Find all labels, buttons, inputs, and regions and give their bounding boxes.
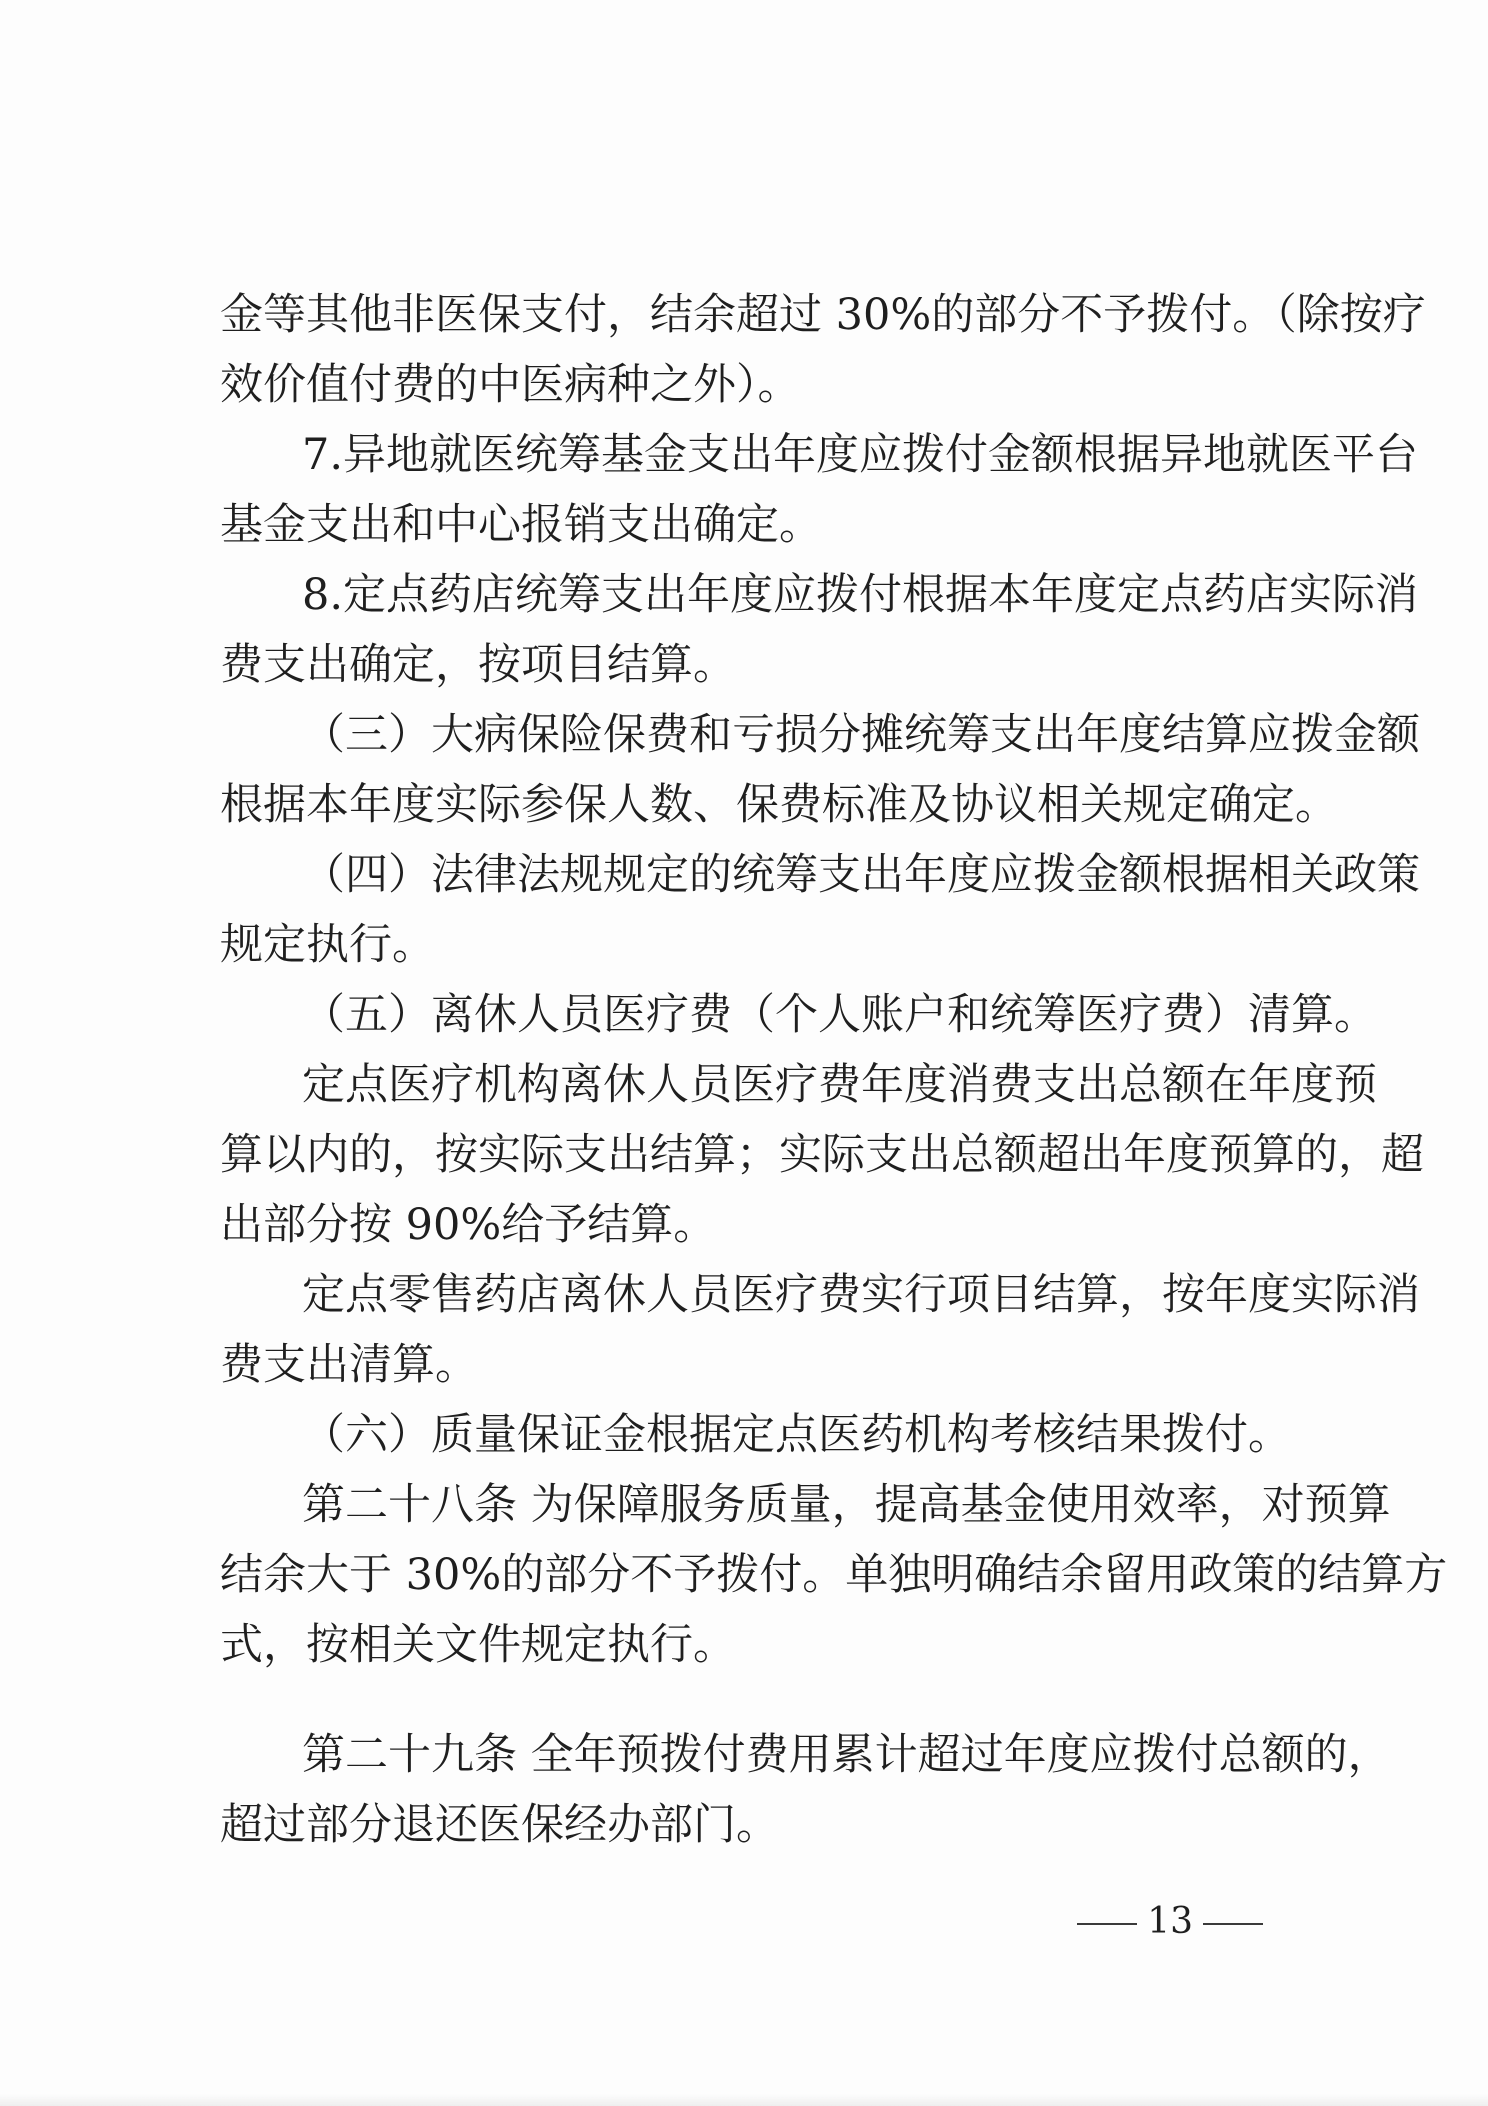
- text-line: （五）离休人员医疗费（个人账户和统筹医疗费）清算。: [302, 990, 1377, 1040]
- text-line: （六）质量保证金根据定点医药机构考核结果拨付。: [302, 1410, 1291, 1460]
- page-number-dash-left: [1077, 1923, 1137, 1925]
- text-line: 基金支出和中心报销支出确定。: [220, 500, 822, 550]
- text-line: 7.异地就医统筹基金支出年度应拨付金额根据异地就医平台: [302, 430, 1419, 480]
- text-line: 费支出清算。: [220, 1340, 478, 1390]
- text-line: 算以内的，按实际支出结算；实际支出总额超出年度预算的，超: [220, 1130, 1424, 1180]
- page-number: [1067, 1898, 1273, 1946]
- text-line: 式，按相关文件规定执行。: [220, 1620, 736, 1670]
- text-line: 第二十八条 为保障服务质量，提高基金使用效率，对预算: [302, 1480, 1391, 1530]
- text-line: 定点医疗机构离休人员医疗费年度消费支出总额在年度预: [302, 1060, 1377, 1110]
- text-line: 8.定点药店统筹支出年度应拨付根据本年度定点药店实际消: [302, 570, 1419, 620]
- page-number-dash-right: [1203, 1923, 1263, 1925]
- text-line: 金等其他非医保支付，结余超过 30%的部分不予拨付。（除按疗: [220, 290, 1426, 340]
- text-line: 费支出确定，按项目结算。: [220, 640, 736, 690]
- text-line: 结余大于 30%的部分不予拨付。单独明确结余留用政策的结算方: [220, 1550, 1448, 1600]
- text-line: 规定执行。: [220, 920, 435, 970]
- text-line: （四）法律法规规定的统筹支出年度应拨金额根据相关政策: [302, 850, 1420, 900]
- text-line: 出部分按 90%给予结算。: [220, 1200, 717, 1250]
- text-line: 超过部分退还医保经办部门。: [220, 1800, 779, 1850]
- text-line: 定点零售药店离休人员医疗费实行项目结算，按年度实际消: [302, 1270, 1420, 1320]
- text-line: 效价值付费的中医病种之外）。: [220, 360, 801, 410]
- text-line: 第二十九条 全年预拨付费用累计超过年度应拨付总额的，: [302, 1730, 1391, 1780]
- text-line: 根据本年度实际参保人数、保费标准及协议相关规定确定。: [220, 780, 1338, 830]
- scan-edge-shadow: [0, 2094, 1488, 2106]
- page-number-value: 13: [1147, 1901, 1193, 1942]
- text-line: （三）大病保险保费和亏损分摊统筹支出年度结算应拨金额: [302, 710, 1420, 760]
